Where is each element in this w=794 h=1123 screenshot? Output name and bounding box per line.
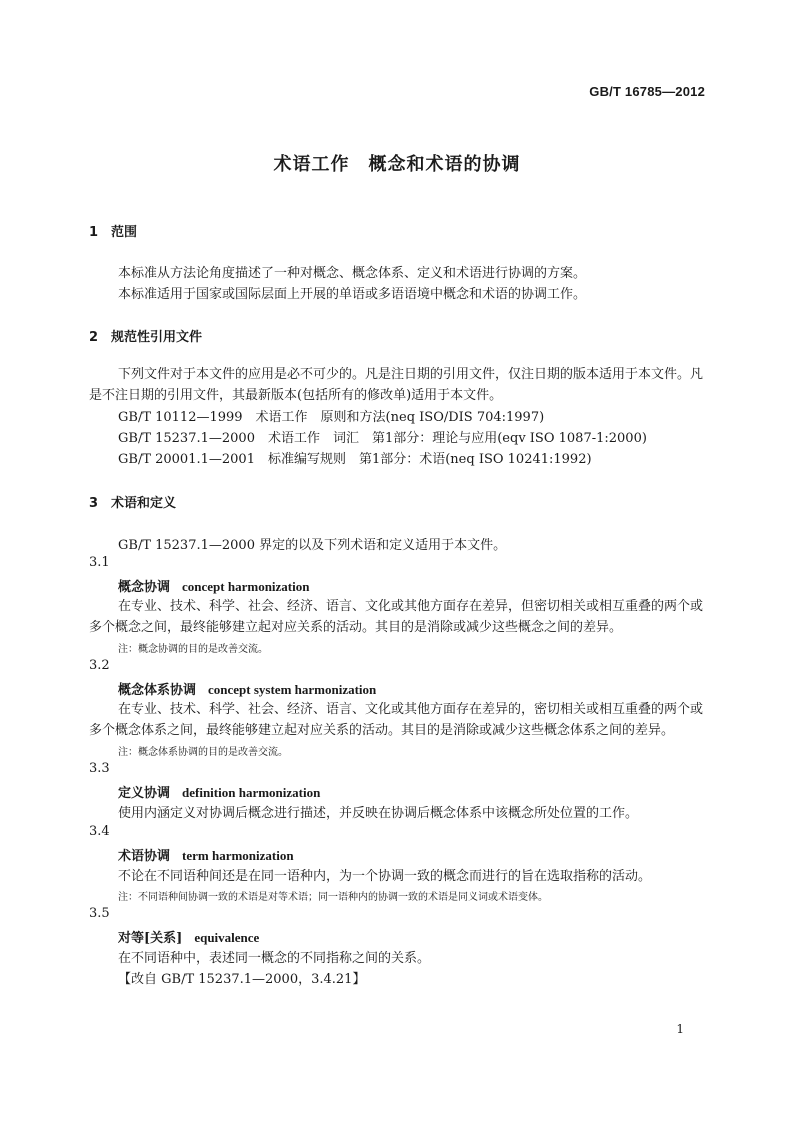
note: 注：概念协调的目的是改善交流。 xyxy=(118,644,268,655)
reference-item: GB/T 10112—1999 术语工作 原则和方法(neq ISO/DIS 704:1997) xyxy=(118,410,545,425)
document-code: GB/T 16785—2012 xyxy=(589,84,705,99)
note: 注：不同语种间协调一致的术语是对等术语；同一语种内的协调一致的术语是同义词或术语变体。 xyxy=(118,892,548,903)
section-1-heading xyxy=(89,221,137,240)
paragraph: GB/T 15237.1—2000 界定的以及下列术语和定义适用于本文件。 xyxy=(118,538,507,553)
section-title: 范围 xyxy=(111,225,138,240)
term-definition: 在不同语种中，表述同一概念的不同指称之间的关系。 xyxy=(118,951,431,966)
term-english: concept system harmonization xyxy=(208,682,377,697)
section-number: 1 xyxy=(89,225,99,240)
entry-number: 3.3 xyxy=(89,761,110,776)
reference-item: GB/T 15237.1—2000 术语工作 词汇 第1部分：理论与应用(eqv ISO 1087-1:2000) xyxy=(118,431,647,446)
section-title: 规范性引用文件 xyxy=(111,330,203,345)
term-definition: 在专业、技术、科学、社会、经济、语言、文化或其他方面存在差异的，密切相关或相互重叠的两个或多个概念体系之间，最终能够建立起对应关系的活动。其目的是消除或减少这些概念体系之间的差异。 xyxy=(89,702,704,738)
term-chinese: 术语协调 xyxy=(118,849,171,864)
paragraph: 下列文件对于本文件的应用是必不可少的。凡是注日期的引用文件，仅注日期的版本适用于本文件。凡是不注日期的引用文件，其最新版本(包括所有的修改单)适用于本文件。 xyxy=(89,367,704,403)
source-reference: 【改自 GB/T 15237.1—2000，3.4.21】 xyxy=(118,972,366,987)
term-heading xyxy=(118,679,376,698)
term-chinese: 概念体系协调 xyxy=(118,683,197,698)
entry-number: 3.4 xyxy=(89,824,110,839)
section-number: 2 xyxy=(89,330,99,345)
term-english: equivalence xyxy=(194,930,260,945)
term-definition: 在专业、技术、科学、社会、经济、语言、文化或其他方面存在差异，但密切相关或相互重叠的两个或多个概念之间，最终能够建立起对应关系的活动。其目的是消除或减少这些概念之间的差异。 xyxy=(89,599,704,635)
section-title: 术语和定义 xyxy=(111,496,177,511)
section-2-heading xyxy=(89,326,202,345)
section-3-heading xyxy=(89,492,176,511)
paragraph: 本标准适用于国家或国际层面上开展的单语或多语语境中概念和术语的协调工作。 xyxy=(118,287,587,302)
term-english: definition harmonization xyxy=(182,785,321,800)
term-definition: 使用内涵定义对协调后概念进行描述，并反映在协调后概念体系中该概念所处位置的工作。 xyxy=(118,806,639,821)
term-heading xyxy=(118,927,259,946)
term-english: concept harmonization xyxy=(182,579,310,594)
reference-item: GB/T 20001.1—2001 标准编写规则 第1部分：术语(neq ISO 10241:1992) xyxy=(118,452,592,467)
term-chinese: 对等[关系] xyxy=(118,931,183,946)
paragraph: 本标准从方法论角度描述了一种对概念、概念体系、定义和术语进行协调的方案。 xyxy=(118,266,587,281)
term-chinese: 概念协调 xyxy=(118,580,171,595)
page-number: 1 xyxy=(676,1022,684,1036)
entry-number: 3.5 xyxy=(89,906,110,921)
term-definition: 不论在不同语种间还是在同一语种内，为一个协调一致的概念而进行的旨在选取指称的活动。 xyxy=(118,869,652,884)
page-title: 术语工作 概念和术语的协调 xyxy=(273,154,521,175)
term-heading xyxy=(118,782,320,801)
entry-number: 3.1 xyxy=(89,555,110,570)
term-english: term harmonization xyxy=(182,848,294,863)
term-chinese: 定义协调 xyxy=(118,786,171,801)
entry-number: 3.2 xyxy=(89,658,110,673)
section-number: 3 xyxy=(89,496,99,511)
term-heading xyxy=(118,845,294,864)
term-heading xyxy=(118,576,309,595)
note: 注：概念体系协调的目的是改善交流。 xyxy=(118,747,288,758)
